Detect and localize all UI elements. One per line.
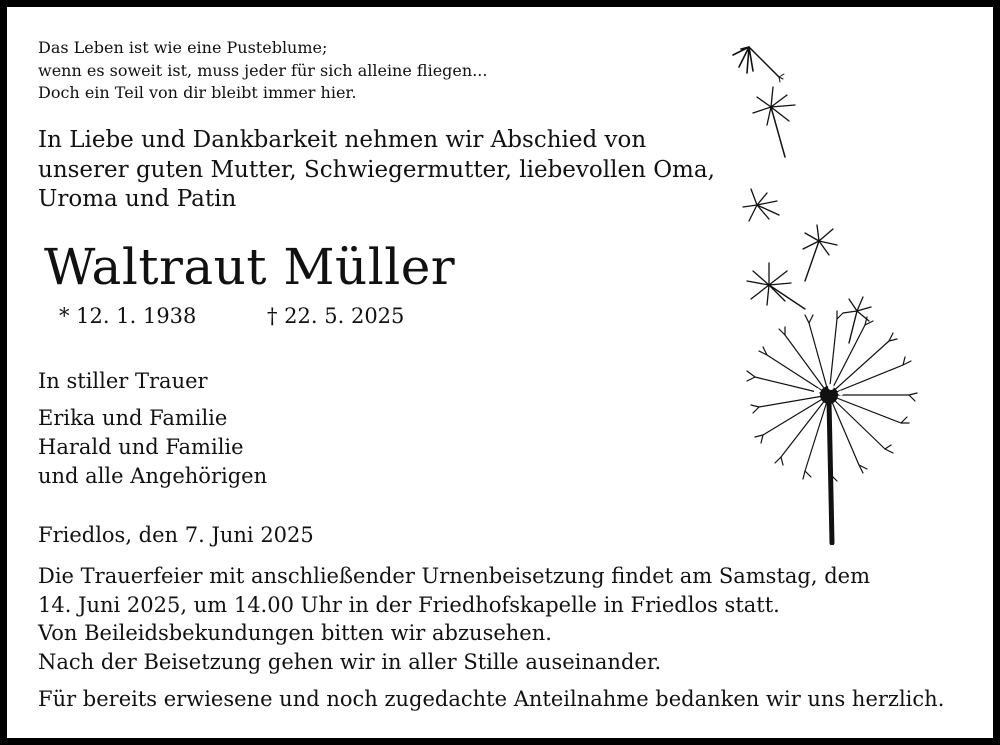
ceremony-line: Die Trauerfeier mit anschließender Urnenbeisetzung findet am Samstag, dem bbox=[38, 564, 870, 588]
ceremony-line: Nach der Beisetzung gehen wir in aller Stille auseinander. bbox=[38, 649, 662, 674]
farewell-intro bbox=[38, 126, 715, 215]
intro-line: In Liebe und Dankbarkeit nehmen wir Abschied von bbox=[38, 127, 647, 153]
ceremony-line: 14. Juni 2025, um 14.00 Uhr in der Friedhofskapelle in Friedlos statt. bbox=[38, 592, 780, 617]
mourning-heading: In stiller Trauer bbox=[38, 369, 208, 393]
seed-icon bbox=[747, 263, 805, 309]
ceremony-line: Von Beileidsbekundungen bitten wir abzusehen. bbox=[38, 621, 552, 645]
birth-date: * 12. 1. 1938 bbox=[59, 304, 197, 328]
mourner-item: und alle Angehörigen bbox=[38, 464, 268, 488]
dandelion-icon bbox=[719, 25, 919, 545]
seed-icon bbox=[733, 47, 784, 82]
deceased-name: Waltraut Müller bbox=[44, 238, 456, 296]
poem-line: Das Leben ist wie eine Pusteblume; bbox=[38, 38, 328, 57]
place-date: Friedlos, den 7. Juni 2025 bbox=[38, 523, 314, 547]
seed-icon bbox=[753, 87, 795, 157]
dandelion-stem bbox=[829, 401, 832, 543]
intro-line: Uroma und Patin bbox=[38, 186, 237, 212]
mourners-list bbox=[38, 404, 267, 491]
mourner-item: Harald und Familie bbox=[38, 435, 244, 459]
poem-line: wenn es soweit ist, muss jeder für sich alleine fliegen... bbox=[38, 60, 488, 80]
poem bbox=[38, 37, 487, 105]
poem-line: Doch ein Teil von dir bleibt immer hier. bbox=[38, 83, 357, 102]
thanks-note: Für bereits erwiesene und noch zugedachte Anteilnahme bedanken wir uns herzlich. bbox=[38, 687, 945, 711]
seed-icon bbox=[803, 225, 837, 281]
mourner-item: Erika und Familie bbox=[38, 406, 228, 430]
seed-icon bbox=[743, 189, 779, 221]
death-date: † 22. 5. 2025 bbox=[267, 304, 405, 328]
intro-line: unserer guten Mutter, Schwiegermutter, liebevollen Oma, bbox=[38, 156, 715, 183]
ceremony-info bbox=[38, 562, 870, 676]
